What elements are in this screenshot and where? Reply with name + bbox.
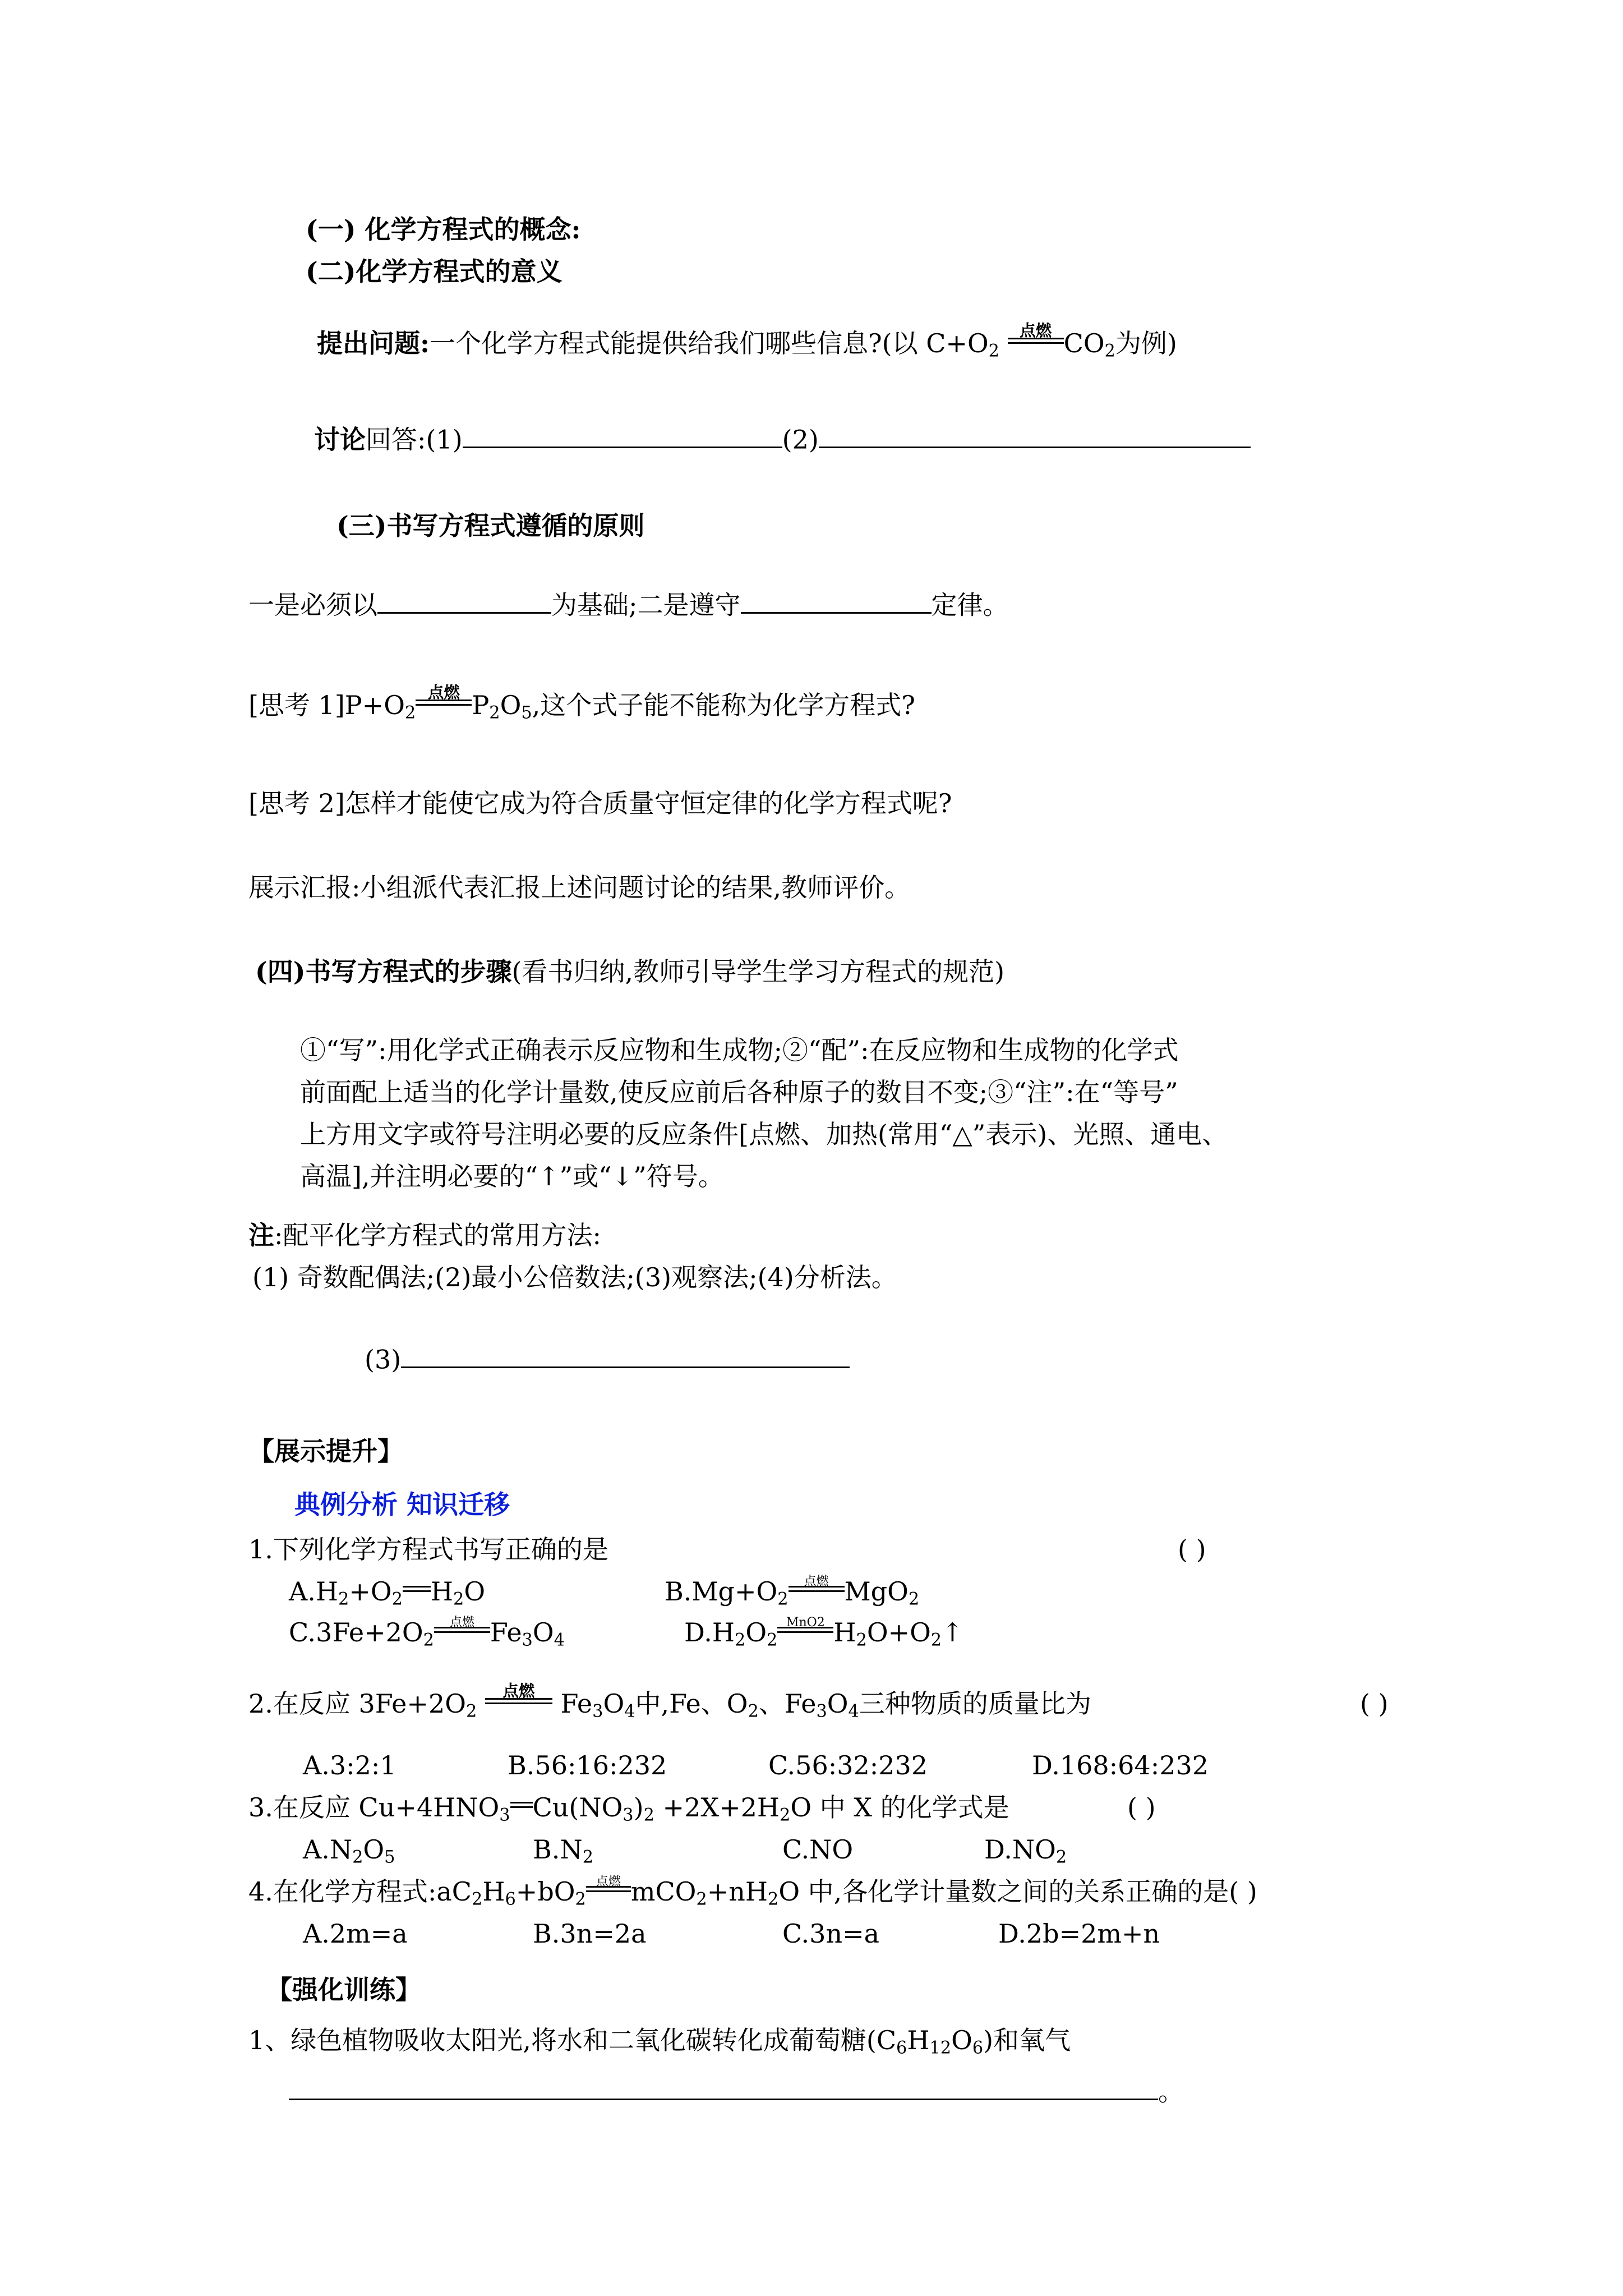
question-4: 4.在化学方程式$:aC_2H_6+bO_2$ 点燃 $mCO_2+nH_2O$ 中,各化学计量数之间的关系正确的是( ) bbox=[248, 1875, 1257, 1910]
q3-formula: Cu(NO bbox=[532, 1792, 623, 1823]
item-3-line bbox=[365, 1343, 850, 1375]
reaction-arrow bbox=[1008, 321, 1064, 352]
answer-blank-1[interactable] bbox=[463, 424, 782, 448]
option-text: A.N bbox=[303, 1834, 353, 1865]
train-item-1: 1、绿色植物吸收太阳光,将水和二氧化碳转化成葡萄糖$(C_6H_{12}O_6)$和氧气 bbox=[248, 2025, 1071, 2058]
condition-label: 点燃 bbox=[449, 1616, 474, 1630]
item-3-label: (3) bbox=[365, 1344, 402, 1375]
note-text: :配平化学方程式的常用方法: bbox=[274, 1220, 601, 1250]
q3-option-b[interactable]: $B.N_2$ bbox=[533, 1834, 594, 1867]
discussion-2-label: (2) bbox=[782, 424, 819, 455]
condition-label: MnO2 bbox=[786, 1616, 825, 1630]
answer-blank-2[interactable] bbox=[819, 424, 1251, 448]
question-2: 2.在反应 $3Fe+2O_2$ 点燃 $Fe_3O_4$中,Fe、$O_2$、$Fe_3O_4$三种物质的质量比为 bbox=[248, 1681, 1091, 1722]
period: 。 bbox=[1158, 2076, 1184, 2107]
note-label: 注 bbox=[248, 1220, 274, 1250]
q2-formula: Fe bbox=[560, 1688, 593, 1719]
q2-option-d[interactable]: D.168:64:232 bbox=[1032, 1750, 1209, 1780]
question-3-paren: ( ) bbox=[1127, 1792, 1156, 1823]
think-1 bbox=[248, 683, 915, 723]
rule-blank-2[interactable] bbox=[741, 589, 932, 614]
steps-line-3: 上方用文字或符号注明必要的反应条件[点燃、加热(常用“△”表示)、光照、通电、 bbox=[300, 1119, 1228, 1149]
equals-sign bbox=[403, 1586, 431, 1600]
steps-line-2: 前面配上适当的化学计量数,使反应前后各种原子的数目不变;③“注”:在“等号” bbox=[300, 1077, 1178, 1107]
rule-part-b: 为基础;二是遵守 bbox=[551, 590, 741, 620]
q3-option-c[interactable] bbox=[782, 1834, 853, 1865]
steps-line-4: 高温],并注明必要的“↑”或“↓”符号。 bbox=[300, 1161, 724, 1191]
rule-part-c: 定律。 bbox=[931, 590, 1009, 620]
product-p: P bbox=[472, 690, 490, 720]
question-2-text: 2.在反应 3Fe+2O bbox=[248, 1688, 466, 1719]
q1-option-b[interactable]: $B.Mg+O_2$ 点燃 MgO$_2$ bbox=[665, 1575, 920, 1609]
think-2: [思考 2]怎样才能使它成为符合质量守恒定律的化学方程式呢? bbox=[248, 788, 952, 818]
reaction-arrow bbox=[485, 1681, 552, 1713]
section-3-title: (三)书写方程式遵循的原则 bbox=[336, 510, 645, 541]
q1-option-d[interactable]: $D.H_2O_2$ MnO2 $H_2O+O_2↑$ bbox=[684, 1616, 963, 1650]
option-text: C.NO bbox=[782, 1834, 854, 1865]
product-o: O bbox=[500, 690, 522, 720]
section-4-title bbox=[255, 956, 1004, 987]
question-2-paren: ( ) bbox=[1360, 1688, 1389, 1719]
product-formula: CO bbox=[1063, 328, 1105, 358]
reaction-arrow bbox=[789, 1575, 845, 1600]
methods-line: (1) 奇数配偶法;(2)最小公倍数法;(3)观察法;(4)分析法。 bbox=[252, 1262, 897, 1292]
q2-tail: 三种物质的质量比为 bbox=[859, 1688, 1091, 1719]
reaction-arrow bbox=[416, 683, 472, 714]
q3-option-a[interactable]: $A.N_2O_5$ bbox=[303, 1834, 395, 1867]
question-text: 一个化学方程式能提供给我们哪些信息?(以 C+O bbox=[429, 328, 989, 358]
reaction-arrow bbox=[586, 1875, 631, 1901]
q3-end: O 中 X 的化学式是 bbox=[790, 1792, 1009, 1823]
question-3: 3.在反应 $Cu+4HNO_3$ $Cu(NO_3)_2 +2X+2H_2O$ 中 X 的化学式是 bbox=[248, 1792, 1009, 1825]
section-4-bold: (四)书写方程式的步骤 bbox=[255, 956, 512, 987]
sub: 2 bbox=[405, 703, 416, 723]
condition-label: 点燃 bbox=[502, 1681, 535, 1701]
sub: 5 bbox=[521, 703, 532, 723]
question-3-text: 3.在反应 Cu+4HNO bbox=[248, 1792, 500, 1823]
option-text: D.H bbox=[684, 1617, 735, 1648]
question-1: 1.下列化学方程式书写正确的是 bbox=[248, 1534, 608, 1565]
rule-blank-1[interactable] bbox=[377, 589, 551, 614]
option-text: B.N bbox=[533, 1834, 583, 1865]
section-2-title: (二)化学方程式的意义 bbox=[306, 256, 562, 287]
example-heading: 典例分析 知识迁移 bbox=[294, 1489, 510, 1520]
question-line bbox=[317, 321, 1177, 361]
discussion-line bbox=[314, 424, 1251, 455]
q4-option-c[interactable]: C.3n=a bbox=[782, 1918, 880, 1949]
q4-end: 中,各化学计量数之间的关系正确的是( ) bbox=[808, 1876, 1257, 1907]
condition-label: 点燃 bbox=[1020, 321, 1052, 341]
equals-sign bbox=[510, 1802, 533, 1816]
question-1-paren: ( ) bbox=[1178, 1534, 1206, 1565]
reaction-arrow bbox=[777, 1616, 833, 1641]
q2-text: 中,Fe、O bbox=[635, 1688, 748, 1719]
report-line: 展示汇报:小组派代表汇报上述问题讨论的结果,教师评价。 bbox=[248, 872, 911, 903]
condition-label: 点燃 bbox=[804, 1575, 829, 1589]
option-text: A.H bbox=[289, 1576, 338, 1607]
section-4-note: (看书归纳,教师引导学生学习方程式的规范) bbox=[511, 956, 1005, 987]
sub: 2 bbox=[489, 703, 500, 723]
question-label: 提出问题: bbox=[317, 328, 430, 358]
steps-line-1: ①“写”:用化学式正确表示反应物和生成物;②“配”:在反应物和生成物的化学式 bbox=[300, 1035, 1179, 1065]
question-4-text: 4.在化学方程式:aC bbox=[248, 1876, 472, 1907]
train-1-end: )和氧气 bbox=[983, 2025, 1071, 2055]
q3-tail: +2X+2H bbox=[662, 1792, 780, 1823]
condition-label: 点燃 bbox=[596, 1875, 621, 1889]
train-1-text: 1、绿色植物吸收太阳光,将水和二氧化碳转化成葡萄糖(C bbox=[248, 2025, 897, 2055]
train-answer-line bbox=[289, 2076, 1184, 2108]
note-line bbox=[248, 1220, 601, 1251]
q4-option-d[interactable]: D.2b=2m+n bbox=[998, 1918, 1160, 1949]
train-1-blank[interactable] bbox=[289, 2076, 1158, 2100]
option-text: B.Mg+O bbox=[665, 1576, 778, 1607]
discussion-label: 讨论 bbox=[314, 424, 366, 455]
q3-option-d[interactable]: $D.NO_2$ bbox=[984, 1834, 1067, 1867]
condition-label: 点燃 bbox=[427, 683, 460, 702]
section-1-title: (一) 化学方程式的概念: bbox=[306, 214, 581, 245]
q2-option-b[interactable]: B.56:16:232 bbox=[508, 1750, 667, 1780]
q1-option-c[interactable]: $C.3Fe+2O_2$ 点燃 $Fe_3O_4$ bbox=[289, 1616, 565, 1650]
rule-line bbox=[248, 589, 1009, 621]
q1-option-a[interactable]: $A.H_2+O_2$ $H_2O$ bbox=[289, 1576, 486, 1609]
q2-option-a[interactable]: A.3:2:1 bbox=[303, 1750, 396, 1780]
q2-option-c[interactable]: C.56:32:232 bbox=[768, 1750, 928, 1780]
option-text: C.3Fe+2O bbox=[289, 1617, 423, 1648]
think-1-text: [思考 1]P+O bbox=[248, 690, 405, 720]
rule-part-a: 一是必须以 bbox=[248, 590, 377, 620]
q4-option-a[interactable]: A.2m=a bbox=[303, 1918, 408, 1949]
discussion-text: 回答:(1) bbox=[366, 424, 463, 455]
item-3-blank[interactable] bbox=[401, 1343, 850, 1368]
option-text: D.NO bbox=[984, 1834, 1056, 1865]
sub: 2 bbox=[988, 341, 999, 361]
reaction-arrow bbox=[434, 1616, 490, 1641]
show-up-heading: 【展示提升】 bbox=[248, 1436, 403, 1466]
think-1-tail: ,这个式子能不能称为化学方程式? bbox=[532, 690, 915, 720]
question-tail: 为例) bbox=[1115, 328, 1177, 358]
train-heading: 【强化训练】 bbox=[266, 1975, 421, 2005]
sub: 2 bbox=[1104, 341, 1115, 361]
q4-option-b[interactable]: B.3n=2a bbox=[533, 1918, 647, 1949]
